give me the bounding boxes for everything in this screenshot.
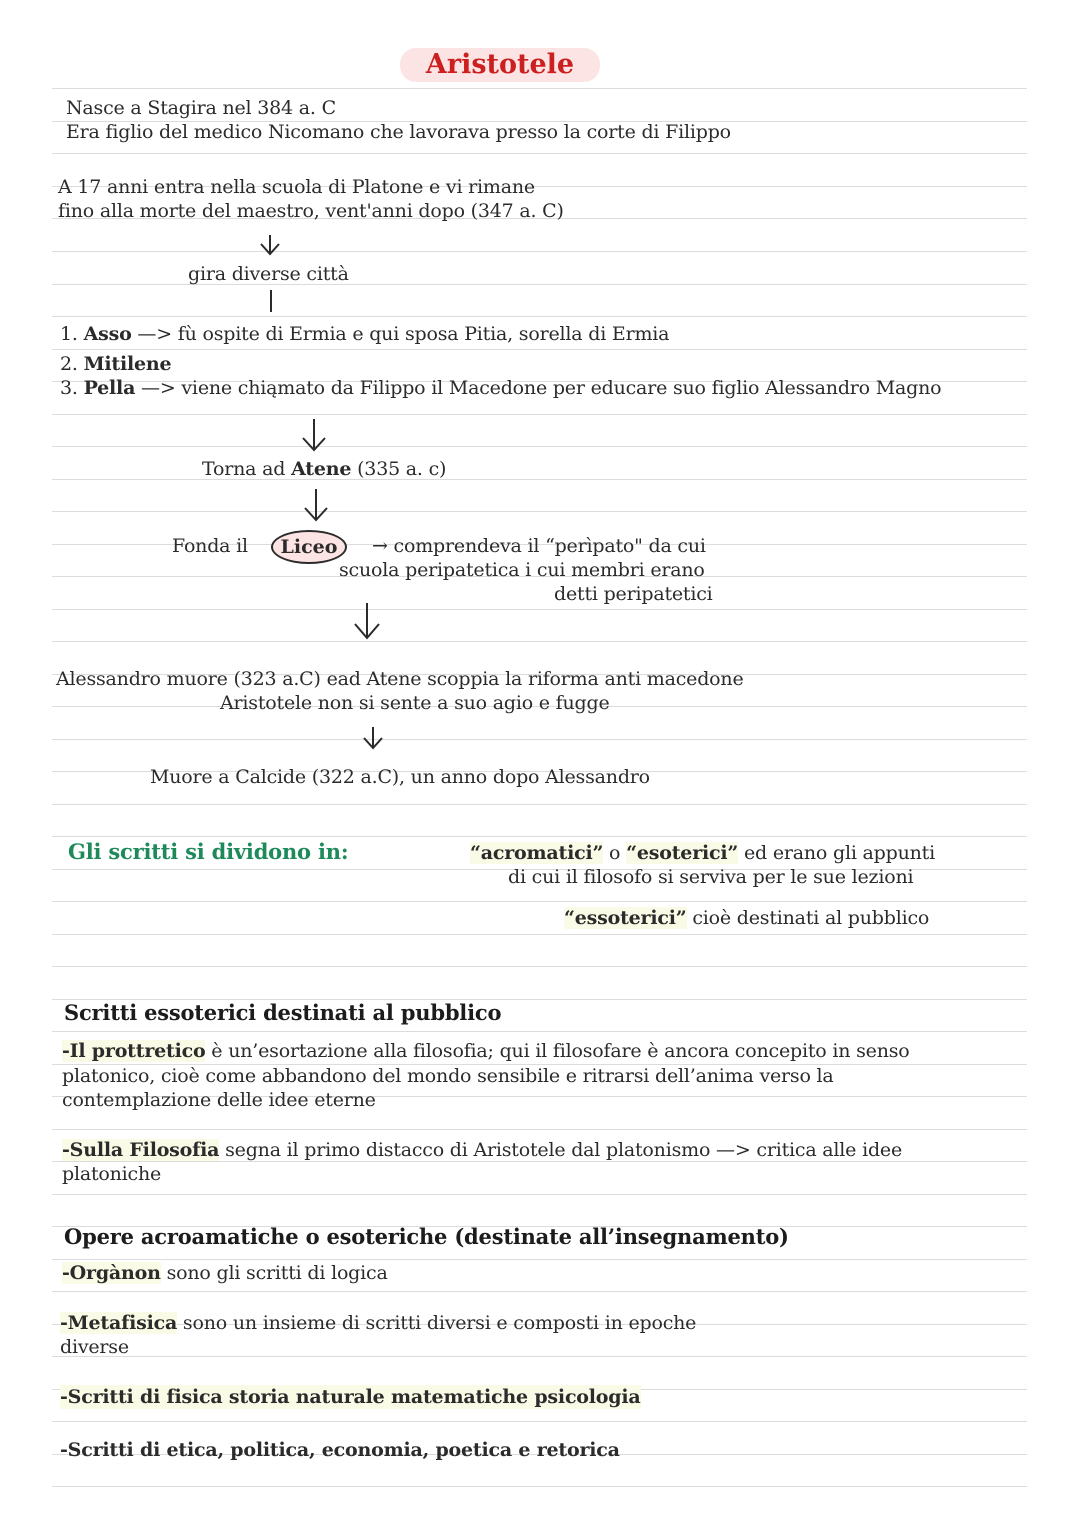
connector-line: [270, 290, 272, 312]
ruled-line: [52, 1259, 1027, 1260]
metaphysics-name: -Metafisica: [60, 1312, 178, 1334]
acroamatic-line-2: di cui il filosofo si serviva per le sue lezioni: [508, 866, 914, 888]
organon-text: sono gli scritti di logica: [160, 1262, 388, 1284]
protreptic-line-3: contemplazione delle idee eterne: [62, 1089, 376, 1111]
philosophy-name: -Sulla Filosofia: [62, 1139, 220, 1161]
exoteric-section-title: Scritti essoterici destinati al pubblico: [64, 1000, 502, 1025]
intro-line-1: Nasce a Stagira nel 384 a. C: [66, 97, 336, 119]
city-item-asso: [60, 322, 669, 346]
ruled-line: [52, 1356, 1027, 1357]
lyceum-label: Fonda il: [172, 535, 248, 557]
city-text: —> fù ospite di Ermia e qui sposa Pitia, sorella di Ermia: [131, 323, 670, 345]
city-item-pella: [60, 376, 941, 400]
metaphysics-line-1: [60, 1311, 696, 1335]
list-number: 1.: [60, 323, 78, 345]
arrow-down-icon: [361, 726, 385, 750]
school-line-1: A 17 anni entra nella scuola di Platone e vi rimane: [58, 176, 535, 198]
acroamatic-section-title: Opere acroamatiche o esoteriche (destinate all’insegnamento): [64, 1224, 789, 1249]
ruled-line: [52, 88, 1027, 89]
alexander-line-1: Alessandro muore (323 a.C) ead Atene scoppia la riforma anti macedone: [56, 668, 744, 690]
or-text: o: [603, 842, 627, 864]
acroamatic-line-1: [470, 841, 935, 865]
esoteric-term: “esoterici”: [626, 842, 739, 864]
ruled-line: [52, 836, 1027, 837]
city-name: Pella: [83, 377, 136, 399]
ruled-line: [52, 511, 1027, 512]
ruled-line: [52, 901, 1027, 902]
death-line: Muore a Calcide (322 a.C), un anno dopo Alessandro: [150, 766, 650, 788]
organon-line: [62, 1261, 388, 1285]
ruled-line: [52, 251, 1027, 252]
ruled-line: [52, 446, 1027, 447]
return-athens: [202, 457, 446, 481]
ruled-line: [52, 1486, 1027, 1487]
lyceum-desc-2: scuola peripatetica i cui membri erano: [339, 559, 705, 581]
city-item-mitilene: [60, 352, 171, 376]
ruled-line: [52, 153, 1027, 154]
ruled-line: [52, 316, 1027, 317]
exoteric-term: “essoterici”: [564, 907, 687, 929]
ruled-line: [52, 349, 1027, 350]
athens-date: (335 a. c): [351, 458, 447, 480]
city-name: Asso: [83, 323, 132, 345]
philosophy-text: segna il primo distacco di Aristotele dal platonismo —> critica alle idee: [219, 1139, 902, 1161]
lyceum-circle: Liceo: [271, 530, 347, 564]
protreptic-name: -Il prottretico: [62, 1040, 206, 1062]
ruled-line: [52, 479, 1027, 480]
organon-name: -Orgànon: [62, 1262, 161, 1284]
athens-name: Atene: [291, 458, 352, 480]
exoteric-line: [564, 906, 929, 930]
ruled-line: [52, 739, 1027, 740]
ruled-line: [52, 1194, 1027, 1195]
alexander-line-2: Aristotele non si sente a suo agio e fugge: [220, 692, 610, 714]
ruled-line: [52, 934, 1027, 935]
metaphysics-text: sono un insieme di scritti diversi e composti in epoche: [177, 1312, 697, 1334]
exoteric-rest: cioè destinati al pubblico: [686, 907, 930, 929]
philosophy-line-1: [62, 1138, 902, 1162]
lyceum-desc-3: detti peripatetici: [554, 583, 713, 605]
list-number: 2.: [60, 353, 78, 375]
ruled-line: [52, 1291, 1027, 1292]
ruled-line: [52, 414, 1027, 415]
arrow-down-icon: [300, 418, 328, 452]
arrow-down-icon: [352, 602, 382, 640]
ruled-line: [52, 804, 1027, 805]
ruled-line: [52, 1031, 1027, 1032]
ethics-line: -Scritti di etica, politica, economia, poetica e retorica: [60, 1439, 620, 1461]
writings-heading: Gli scritti si dividono in:: [68, 839, 349, 864]
intro-line-2: Era figlio del medico Nicomano che lavorava presso la corte di Filippo: [66, 121, 731, 143]
school-line-2: fino alla morte del maestro, vent'anni dopo (347 a. C): [58, 200, 564, 222]
acroamatic-rest: ed erano gli appunti: [738, 842, 935, 864]
list-number: 3.: [60, 377, 78, 399]
ruled-line: [52, 609, 1027, 610]
lyceum-desc-1: → comprendeva il “perìpato" da cui: [372, 535, 706, 557]
ruled-line: [52, 1421, 1027, 1422]
ruled-line: [52, 966, 1027, 967]
acroamatic-term: “acromatici”: [470, 842, 604, 864]
arrow-down-icon: [302, 488, 330, 522]
city-name: Mitilene: [83, 353, 172, 375]
protreptic-text: è un’esortazione alla filosofia; qui il filosofare è ancora concepito in senso: [205, 1040, 910, 1062]
athens-text: Torna ad: [202, 458, 292, 480]
physics-line: -Scritti di fisica storia naturale matematiche psicologia: [60, 1386, 641, 1408]
page-title: Aristotele: [400, 48, 600, 82]
protreptic-line-1: [62, 1039, 910, 1063]
ruled-line: [52, 641, 1027, 642]
city-text: —> viene chiąmato da Filippo il Macedone per educare suo figlio Alessandro Magno: [135, 377, 942, 399]
metaphysics-line-2: diverse: [60, 1336, 129, 1358]
philosophy-line-2: platoniche: [62, 1163, 162, 1185]
ruled-line: [52, 1129, 1027, 1130]
protreptic-line-2: platonico, cioè come abbandono del mondo sensibile e ritrarsi dell’anima verso la: [62, 1065, 834, 1087]
travels-label: gira diverse città: [188, 263, 349, 285]
arrow-down-icon: [258, 234, 282, 256]
